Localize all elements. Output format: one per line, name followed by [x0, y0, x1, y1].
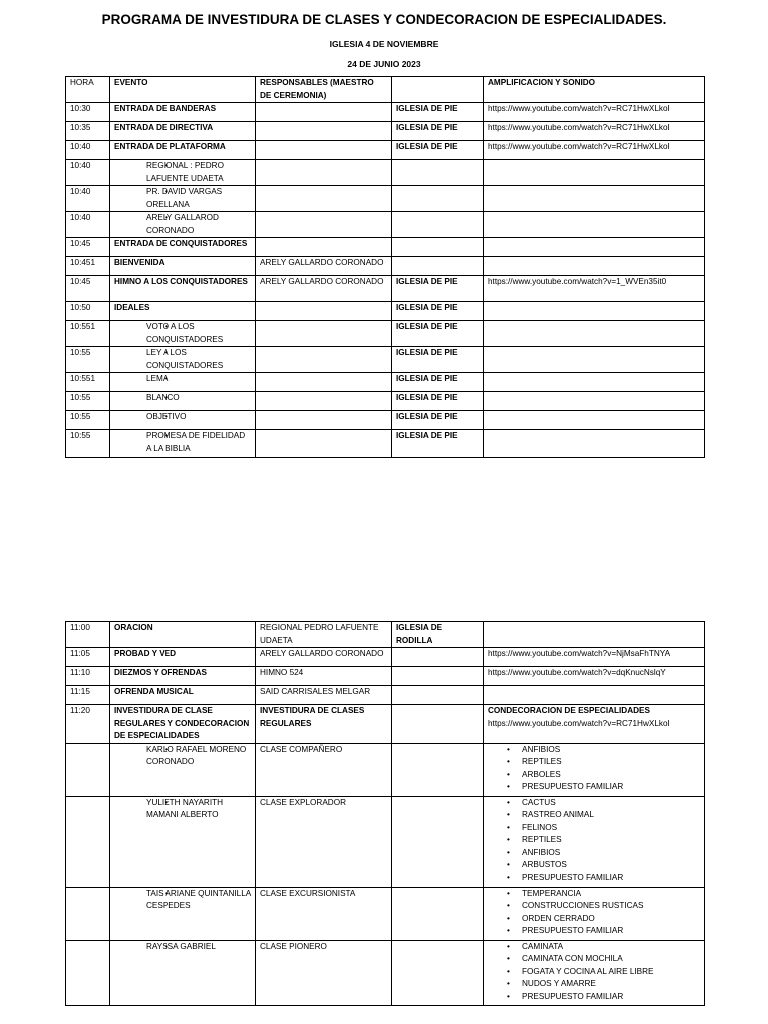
bullet-item: • KARLO RAFAEL MORENO CORONADO — [146, 744, 251, 769]
especialidades-list — [488, 888, 700, 938]
member-row — [66, 796, 705, 887]
hora-cell: 11:05 — [66, 648, 110, 667]
postura-cell — [392, 212, 484, 238]
table-row — [66, 257, 705, 276]
table-row — [66, 141, 705, 160]
sonido-cell — [484, 321, 705, 347]
especialidad-item: • REPTILES — [522, 756, 700, 769]
hora-cell: 10:50 — [66, 302, 110, 321]
especialidad-item: • PRESUPUESTO FAMILIAR — [522, 925, 700, 938]
hora-cell — [66, 887, 110, 940]
postura-cell — [392, 257, 484, 276]
postura-cell: IGLESIA DE PIE — [392, 392, 484, 411]
evento-cell: ENTRADA DE CONQUISTADORES — [110, 238, 256, 257]
table-row — [66, 430, 705, 458]
responsables-cell — [256, 160, 392, 186]
evento-cell — [110, 347, 256, 373]
postura-cell: IGLESIA DE PIE — [392, 430, 484, 458]
responsables-cell — [256, 373, 392, 392]
postura-cell: IGLESIA DE PIE — [392, 373, 484, 392]
hora-cell: 10:40 — [66, 141, 110, 160]
responsables-cell — [256, 186, 392, 212]
sonido-cell — [484, 160, 705, 186]
evento-cell — [110, 373, 256, 392]
table-row — [66, 622, 705, 648]
table-row — [66, 347, 705, 373]
hora-cell: 10:35 — [66, 122, 110, 141]
evento-cell: INVESTIDURA DE CLASE REGULARES Y CONDECORACION DE ESPECIALIDADES — [110, 705, 256, 744]
evento-cell: DIEZMOS Y OFRENDAS — [110, 667, 256, 686]
responsables-cell — [256, 141, 392, 160]
responsables-cell — [256, 302, 392, 321]
bullet-item: • PR. DAVID VARGAS ORELLANA — [146, 186, 251, 211]
table-row — [66, 392, 705, 411]
hora-cell: 10:40 — [66, 212, 110, 238]
postura-cell — [392, 887, 484, 940]
hora-cell: 10:40 — [66, 186, 110, 212]
especialidad-item: • CAMINATA — [522, 941, 700, 954]
table-row — [66, 321, 705, 347]
hora-cell: 10:30 — [66, 103, 110, 122]
evento-cell: PROBAD Y VED — [110, 648, 256, 667]
responsables-cell: SAID CARRISALES MELGAR — [256, 686, 392, 705]
header-hora: HORA — [66, 77, 110, 103]
hora-cell: 10:40 — [66, 160, 110, 186]
responsables-cell — [256, 347, 392, 373]
especialidades-list — [488, 797, 700, 885]
sonido-cell — [484, 212, 705, 238]
hora-cell: 10:551 — [66, 321, 110, 347]
sonido-cell — [484, 373, 705, 392]
hora-cell: 11:15 — [66, 686, 110, 705]
table-row — [66, 122, 705, 141]
clase-cell: CLASE PIONERO — [256, 940, 392, 1005]
especialidad-item: • CONSTRUCCIONES RUSTICAS — [522, 900, 700, 913]
postura-cell: IGLESIA DE PIE — [392, 141, 484, 160]
sonido-cell — [484, 705, 705, 744]
especialidad-item: • RASTREO ANIMAL — [522, 809, 700, 822]
evento-cell: IDEALES — [110, 302, 256, 321]
member-name-cell — [110, 743, 256, 796]
hora-cell — [66, 796, 110, 887]
church-name: IGLESIA 4 DE NOVIEMBRE — [329, 39, 439, 49]
hora-cell: 10:55 — [66, 411, 110, 430]
event-date: 24 DE JUNIO 2023 — [347, 59, 421, 69]
postura-cell: IGLESIA DE PIE — [392, 321, 484, 347]
especialidad-item: • FOGATA Y COCINA AL AIRE LIBRE — [522, 966, 700, 979]
sonido-cell: https://www.youtube.com/watch?v=RC71HwXLkoI — [484, 103, 705, 122]
sonido-cell: https://www.youtube.com/watch?v=dqKnucNslqY — [484, 667, 705, 686]
responsables-cell — [256, 392, 392, 411]
postura-cell: IGLESIA DE PIE — [392, 103, 484, 122]
hora-cell: 10:451 — [66, 257, 110, 276]
responsables-cell: ARELY GALLARDO CORONADO — [256, 648, 392, 667]
responsables-cell: ARELY GALLARDO CORONADO — [256, 257, 392, 276]
responsables-cell — [256, 103, 392, 122]
hora-cell: 11:20 — [66, 705, 110, 744]
bullet-item: • YULIETH NAYARITH MAMANI ALBERTO — [146, 797, 251, 822]
member-name-cell — [110, 796, 256, 887]
especialidades-title: CONDECORACION DE ESPECIALIDADES — [488, 706, 650, 715]
especialidad-item: • ANFIBIOS — [522, 744, 700, 757]
sonido-cell — [484, 347, 705, 373]
postura-cell — [392, 238, 484, 257]
bullet-item: • VOTO A LOS CONQUISTADORES — [146, 321, 251, 346]
header-row — [66, 77, 705, 103]
postura-cell — [392, 160, 484, 186]
evento-cell — [110, 392, 256, 411]
postura-cell — [392, 648, 484, 667]
sonido-cell: https://www.youtube.com/watch?v=NjMsaFhTNYA — [484, 648, 705, 667]
bullet-item: • PROMESA DE FIDELIDAD A LA BIBLIA — [146, 430, 251, 455]
especialidad-item: • PRESUPUESTO FAMILIAR — [522, 781, 700, 794]
especialidad-item: • ANFIBIOS — [522, 847, 700, 860]
sonido-cell — [484, 411, 705, 430]
sonido-cell — [484, 238, 705, 257]
clase-cell: CLASE EXCURSIONISTA — [256, 887, 392, 940]
bullet-item: • RAYSSA GABRIEL — [146, 941, 251, 954]
evento-cell — [110, 430, 256, 458]
hora-cell — [66, 743, 110, 796]
bullet-item: • ARELY GALLAROD CORONADO — [146, 212, 251, 237]
hora-cell: 10:55 — [66, 430, 110, 458]
especialidad-item: • CAMINATA CON MOCHILA — [522, 953, 700, 966]
responsables-cell: REGIONAL PEDRO LAFUENTE UDAETA — [256, 622, 392, 648]
evento-cell: ORACION — [110, 622, 256, 648]
especialidad-item: • PRESUPUESTO FAMILIAR — [522, 872, 700, 885]
especialidad-item: • NUDOS Y AMARRE — [522, 978, 700, 991]
bullet-item: • LEY A LOS CONQUISTADORES — [146, 347, 251, 372]
especialidad-item: • ARBOLES — [522, 769, 700, 782]
evento-cell: ENTRADA DE PLATAFORMA — [110, 141, 256, 160]
hora-cell: 11:10 — [66, 667, 110, 686]
member-name-cell — [110, 887, 256, 940]
table-row — [66, 212, 705, 238]
table-row — [66, 373, 705, 392]
especialidades-list — [488, 941, 700, 1004]
especialidad-item: • PRESUPUESTO FAMILIAR — [522, 991, 700, 1004]
responsables-cell — [256, 122, 392, 141]
table-row — [66, 648, 705, 667]
table-row — [66, 276, 705, 302]
bullet-item: • BLANCO — [146, 392, 251, 405]
evento-cell: ENTRADA DE BANDERAS — [110, 103, 256, 122]
evento-cell — [110, 160, 256, 186]
member-row — [66, 887, 705, 940]
postura-cell: IGLESIA DE PIE — [392, 302, 484, 321]
responsables-cell — [256, 212, 392, 238]
responsables-cell — [256, 321, 392, 347]
member-row — [66, 940, 705, 1005]
hora-cell: 11:00 — [66, 622, 110, 648]
evento-cell: HIMNO A LOS CONQUISTADORES — [110, 276, 256, 302]
evento-cell: OFRENDA MUSICAL — [110, 686, 256, 705]
clase-cell: CLASE EXPLORADOR — [256, 796, 392, 887]
postura-cell — [392, 667, 484, 686]
bullet-item: • REGIONAL : PEDRO LAFUENTE UDAETA — [146, 160, 251, 185]
especialidades-cell — [484, 796, 705, 887]
sonido-cell — [484, 302, 705, 321]
sonido-cell — [484, 257, 705, 276]
member-row — [66, 743, 705, 796]
program-table-part-1 — [65, 76, 705, 458]
bullet-item: • LEMA — [146, 373, 251, 386]
postura-cell: IGLESIA DE PIE — [392, 122, 484, 141]
sonido-cell — [484, 686, 705, 705]
especialidades-cell — [484, 887, 705, 940]
responsables-cell: ARELY GALLARDO CORONADO — [256, 276, 392, 302]
table-row — [66, 160, 705, 186]
postura-cell: IGLESIA DE RODILLA — [392, 622, 484, 648]
especialidad-item: • ORDEN CERRADO — [522, 913, 700, 926]
evento-cell: ENTRADA DE DIRECTIVA — [110, 122, 256, 141]
responsables-cell: HIMNO 524 — [256, 667, 392, 686]
document-title: PROGRAMA DE INVESTIDURA DE CLASES Y CONDECORACION DE ESPECIALIDADES. — [101, 12, 667, 27]
postura-cell — [392, 686, 484, 705]
postura-cell — [392, 940, 484, 1005]
evento-cell — [110, 411, 256, 430]
sonido-cell — [484, 430, 705, 458]
table-row — [66, 103, 705, 122]
table-row — [66, 411, 705, 430]
evento-cell — [110, 321, 256, 347]
sonido-cell — [484, 186, 705, 212]
especialidades-cell — [484, 743, 705, 796]
evento-cell: BIENVENIDA — [110, 257, 256, 276]
table-row — [66, 667, 705, 686]
especialidad-item: • ARBUSTOS — [522, 859, 700, 872]
especialidad-item: • CACTUS — [522, 797, 700, 810]
especialidades-cell — [484, 940, 705, 1005]
sonido-cell — [484, 392, 705, 411]
postura-cell: IGLESIA DE PIE — [392, 276, 484, 302]
header-responsables: RESPONSABLES (MAESTRO DE CEREMONIA) — [256, 77, 392, 103]
sonido-cell — [484, 622, 705, 648]
table-row — [66, 238, 705, 257]
especialidad-item: • TEMPERANCIA — [522, 888, 700, 901]
responsables-cell — [256, 411, 392, 430]
hora-cell: 10:55 — [66, 347, 110, 373]
bullet-item: • TAIS ARIANE QUINTANILLA CESPEDES — [146, 888, 251, 913]
evento-cell — [110, 186, 256, 212]
sonido-cell: https://www.youtube.com/watch?v=RC71HwXLkoI — [484, 122, 705, 141]
responsables-cell: INVESTIDURA DE CLASES REGULARES — [256, 705, 392, 744]
evento-cell — [110, 212, 256, 238]
especialidad-item: • REPTILES — [522, 834, 700, 847]
hora-cell: 10:55 — [66, 392, 110, 411]
responsables-cell — [256, 238, 392, 257]
especialidades-list — [488, 744, 700, 794]
sonido-cell: https://www.youtube.com/watch?v=RC71HwXLkoI — [484, 141, 705, 160]
table-row — [66, 705, 705, 744]
table-row — [66, 302, 705, 321]
hora-cell: 10:45 — [66, 238, 110, 257]
postura-cell — [392, 743, 484, 796]
especialidad-item: • FELINOS — [522, 822, 700, 835]
postura-cell — [392, 796, 484, 887]
postura-cell: IGLESIA DE PIE — [392, 411, 484, 430]
clase-cell: CLASE COMPAÑERO — [256, 743, 392, 796]
hora-cell: 10:45 — [66, 276, 110, 302]
table-row — [66, 686, 705, 705]
sonido-link: https://www.youtube.com/watch?v=RC71HwXLkoI — [488, 718, 670, 728]
postura-cell: IGLESIA DE PIE — [392, 347, 484, 373]
sonido-cell: https://www.youtube.com/watch?v=1_WVEn35it0 — [484, 276, 705, 302]
table-row — [66, 186, 705, 212]
responsables-cell — [256, 430, 392, 458]
postura-cell — [392, 705, 484, 744]
program-table-part-2 — [65, 621, 705, 1006]
header-evento: EVENTO — [110, 77, 256, 103]
hora-cell: 10:551 — [66, 373, 110, 392]
bullet-item: • OBJETIVO — [146, 411, 251, 424]
header-sonido: AMPLIFICACION Y SONIDO — [484, 77, 705, 103]
member-name-cell — [110, 940, 256, 1005]
hora-cell — [66, 940, 110, 1005]
header-postura — [392, 77, 484, 103]
postura-cell — [392, 186, 484, 212]
